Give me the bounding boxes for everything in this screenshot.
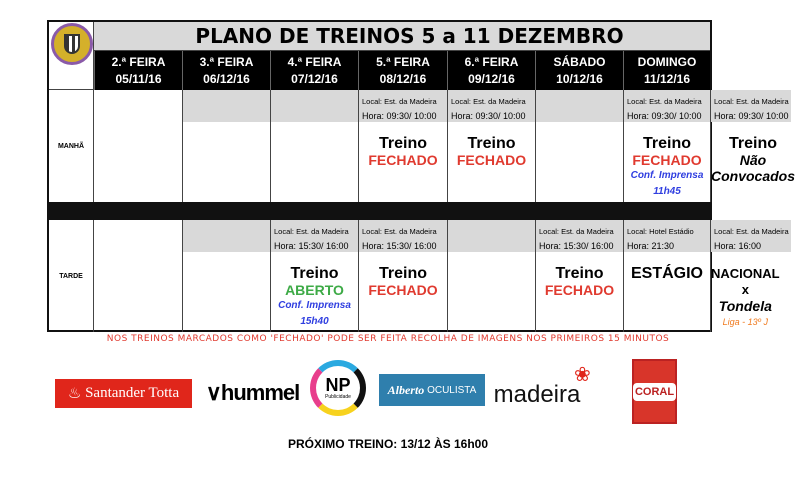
madeira-flower-icon: ❀ bbox=[574, 364, 591, 386]
cell-session bbox=[270, 122, 358, 202]
cell-session bbox=[710, 252, 780, 332]
location-text: Local: Est. da Madeira bbox=[714, 227, 789, 236]
day-name: 2.ª FEIRA bbox=[111, 55, 166, 69]
cell-location-time bbox=[270, 220, 358, 252]
row-label-1: TARDE bbox=[49, 220, 94, 332]
location-text: Local: Est. da Madeira bbox=[362, 227, 437, 236]
day-header bbox=[447, 51, 535, 90]
day-header bbox=[94, 51, 182, 90]
time-text: Hora: 09:30/ 10:00 bbox=[362, 111, 437, 121]
session-line: FECHADO bbox=[544, 282, 615, 298]
time-text: Hora: 09:30/ 10:00 bbox=[714, 111, 789, 121]
session-line: Convocados bbox=[711, 168, 795, 184]
session-line: Conf. Imprensa bbox=[630, 170, 704, 181]
session-line: 15h40 bbox=[300, 316, 329, 327]
session-line: Treino bbox=[290, 265, 339, 282]
club-crest-icon bbox=[51, 23, 93, 65]
schedule-table bbox=[47, 20, 795, 332]
session-line: NACIONAL bbox=[711, 266, 780, 281]
time-text: Hora: 21:30 bbox=[627, 241, 675, 251]
cell-session bbox=[535, 122, 623, 202]
day-date: 06/12/16 bbox=[203, 72, 250, 86]
cell-location-time bbox=[710, 90, 791, 122]
cell-session bbox=[182, 252, 270, 332]
session-line: FECHADO bbox=[368, 282, 438, 298]
cell-session bbox=[623, 122, 710, 202]
session-line: Tondela bbox=[718, 298, 772, 314]
session-line: ESTÁGIO bbox=[630, 265, 703, 282]
sponsor-madeira bbox=[492, 380, 582, 410]
location-text: Local: Est. da Madeira bbox=[451, 97, 526, 106]
cell-location-time bbox=[710, 220, 791, 252]
day-name: 5.ª FEIRA bbox=[376, 55, 430, 69]
cell-location-time bbox=[358, 90, 447, 122]
footer-note: NOS TREINOS MARCADOS COMO 'FECHADO' PODE SER FEITA RECOLHA DE IMAGENS NOS PRIMEIROS 15 MINUTOS bbox=[106, 334, 670, 344]
location-text: Local: Est. da Madeira bbox=[539, 227, 614, 236]
location-text: Local: Est. da Madeira bbox=[362, 97, 437, 106]
session-line: Conf. Imprensa bbox=[278, 300, 351, 311]
sponsor-np-sub: Publicidade bbox=[325, 394, 351, 400]
cell-session bbox=[447, 122, 535, 202]
location-text: Local: Hotel Estádio bbox=[627, 227, 694, 236]
row-separator bbox=[49, 202, 710, 220]
day-date: 08/12/16 bbox=[379, 72, 427, 86]
sponsor-alberto-sub: OCULISTA bbox=[427, 384, 477, 396]
sponsor-np bbox=[310, 360, 366, 416]
cell-session bbox=[710, 122, 795, 202]
time-text: Hora: 09:30/ 10:00 bbox=[451, 111, 526, 121]
location-text: Local: Est. da Madeira bbox=[627, 97, 702, 106]
sponsor-santander: ♨ Santander Totta bbox=[55, 379, 192, 408]
cell-location-time bbox=[447, 220, 535, 252]
day-name: 6.ª FEIRA bbox=[464, 55, 519, 69]
cell-location-time bbox=[358, 220, 447, 252]
next-training: PRÓXIMO TREINO: 13/12 ÀS 16h00 bbox=[287, 437, 489, 451]
session-line: Treino bbox=[467, 135, 516, 152]
time-text: Hora: 15:30/ 16:00 bbox=[274, 241, 349, 251]
session-line: Treino bbox=[642, 135, 691, 152]
club-logo-cell bbox=[49, 22, 94, 90]
sponsor-hummel: ∨ hummel bbox=[205, 380, 300, 405]
day-header bbox=[623, 51, 710, 90]
sponsor-alberto-text: Alberto bbox=[387, 382, 425, 397]
sponsor-santander-text: Santander Totta bbox=[85, 385, 180, 401]
session-line: ABERTO bbox=[285, 282, 344, 298]
time-text: Hora: 15:30/ 16:00 bbox=[539, 241, 614, 251]
sponsor-np-text: NP bbox=[325, 375, 351, 395]
session-line: Liga - 13º J bbox=[722, 317, 768, 327]
page-title: PLANO DE TREINOS 5 a 11 DEZEMBRO bbox=[49, 22, 710, 51]
day-date: 11/12/16 bbox=[643, 72, 691, 86]
sponsor-hummel-text: hummel bbox=[220, 380, 300, 405]
cell-session bbox=[358, 252, 447, 332]
day-header bbox=[182, 51, 270, 90]
cell-location-time bbox=[535, 220, 623, 252]
sponsor-coral bbox=[632, 359, 677, 424]
sponsor-alberto bbox=[379, 374, 485, 406]
cell-location-time bbox=[182, 220, 270, 252]
session-line: 11h45 bbox=[653, 186, 681, 197]
day-header bbox=[358, 51, 447, 90]
session-line: Treino bbox=[378, 265, 427, 282]
session-line: Treino bbox=[555, 265, 604, 282]
day-date: 05/11/16 bbox=[115, 72, 162, 86]
day-name: DOMINGO bbox=[637, 55, 697, 69]
session-line: FECHADO bbox=[456, 152, 527, 168]
time-text: Hora: 16:00 bbox=[714, 241, 762, 251]
location-text: Local: Est. da Madeira bbox=[274, 227, 349, 236]
day-name: 4.ª FEIRA bbox=[287, 55, 342, 69]
cell-session bbox=[182, 122, 270, 202]
sponsor-coral-text: CORAL bbox=[633, 383, 676, 401]
session-line: Não bbox=[739, 152, 767, 168]
session-line: FECHADO bbox=[632, 152, 702, 168]
day-date: 10/12/16 bbox=[556, 72, 603, 86]
cell-location-time bbox=[270, 90, 358, 122]
row-label-0: MANHÃ bbox=[49, 90, 94, 202]
cell-location-time bbox=[447, 90, 535, 122]
day-name: 3.ª FEIRA bbox=[199, 55, 254, 69]
cell-session bbox=[535, 252, 623, 332]
cell-session bbox=[623, 252, 710, 332]
day-header bbox=[535, 51, 623, 90]
cell-session bbox=[358, 122, 447, 202]
day-header bbox=[270, 51, 358, 90]
sponsor-madeira-text: madeira bbox=[493, 381, 581, 408]
cell-location-time bbox=[623, 90, 710, 122]
cell-session bbox=[270, 252, 358, 332]
session-line: Treino bbox=[378, 135, 427, 152]
day-name: SÁBADO bbox=[553, 55, 606, 69]
day-date: 07/12/16 bbox=[291, 72, 338, 86]
session-line: x bbox=[741, 282, 749, 297]
cell-location-time bbox=[623, 220, 710, 252]
session-line: FECHADO bbox=[368, 152, 438, 168]
cell-session bbox=[447, 252, 535, 332]
time-text: Hora: 15:30/ 16:00 bbox=[362, 241, 437, 251]
cell-location-time bbox=[535, 90, 623, 122]
session-line: Treino bbox=[729, 135, 778, 152]
day-date: 09/12/16 bbox=[468, 72, 515, 86]
location-text: Local: Est. da Madeira bbox=[714, 97, 789, 106]
cell-location-time bbox=[182, 90, 270, 122]
time-text: Hora: 09:30/ 10:00 bbox=[627, 111, 702, 121]
